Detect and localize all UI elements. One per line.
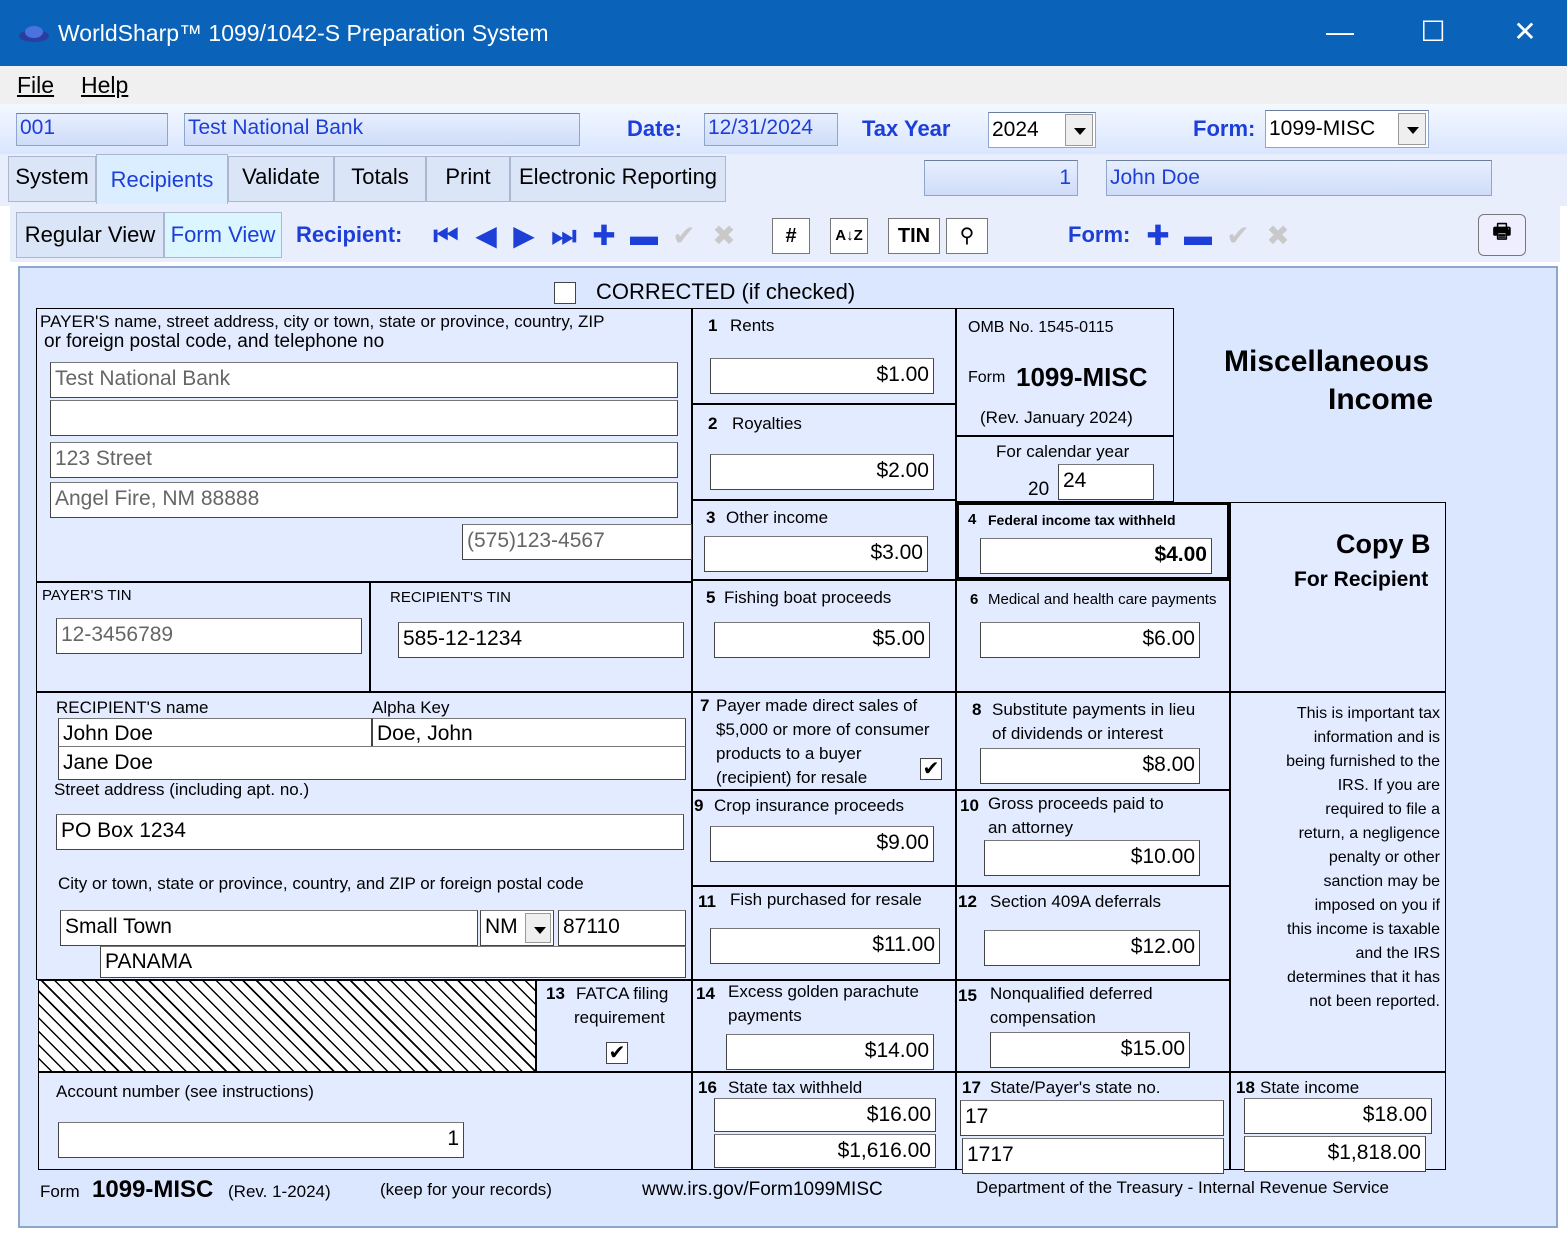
notice-line: this income is taxable bbox=[1287, 921, 1440, 938]
omb-number: OMB No. 1545-0115 bbox=[968, 319, 1114, 336]
tin-button[interactable]: TIN bbox=[888, 218, 940, 254]
city-input[interactable]: Small Town bbox=[60, 910, 478, 946]
box5-number: 5 bbox=[706, 588, 716, 607]
hatched-area bbox=[38, 980, 536, 1072]
box11-number: 11 bbox=[698, 892, 716, 911]
country-input[interactable]: PANAMA bbox=[100, 946, 686, 978]
date-label: Date: bbox=[627, 116, 683, 141]
account-label: Account number (see instructions) bbox=[56, 1082, 314, 1101]
date-field[interactable]: 12/31/2024 bbox=[704, 113, 838, 146]
minimize-button[interactable]: — bbox=[1326, 16, 1354, 47]
account-input[interactable]: 1 bbox=[58, 1122, 464, 1158]
box15-label: Nonqualified deferred bbox=[990, 984, 1153, 1003]
tab-totals[interactable]: Totals bbox=[334, 156, 426, 202]
box2-label: Royalties bbox=[732, 414, 802, 433]
box2-royalties-input[interactable]: $2.00 bbox=[710, 454, 934, 490]
box12-number: 12 bbox=[958, 892, 977, 911]
box16-label: State tax withheld bbox=[728, 1078, 863, 1097]
box18-number: 18 bbox=[1236, 1078, 1255, 1097]
payer-city-input[interactable]: Angel Fire, NM 88888 bbox=[50, 482, 678, 518]
fatca-checkbox[interactable]: ✔ bbox=[606, 1042, 628, 1064]
calendar-year-input[interactable]: 24 bbox=[1058, 464, 1154, 500]
hash-icon[interactable]: # bbox=[772, 218, 810, 254]
box15-label-2: compensation bbox=[990, 1008, 1096, 1027]
delete-form-icon[interactable]: ▬ bbox=[1184, 220, 1212, 251]
chevron-down-icon[interactable] bbox=[1398, 113, 1426, 145]
notice-line: This is important tax bbox=[1296, 705, 1440, 722]
form-nav-label: Form: bbox=[1068, 222, 1131, 247]
footer-url: www.irs.gov/Form1099MISC bbox=[642, 1179, 883, 1200]
box10-label-2: an attorney bbox=[988, 818, 1074, 837]
main-tabs bbox=[0, 154, 1567, 206]
form-label: Form: bbox=[1193, 116, 1256, 141]
notice-line: and the IRS bbox=[1355, 945, 1440, 962]
notice-line: imposed on you if bbox=[1314, 897, 1440, 914]
recipient-tin-input[interactable]: 585-12-1234 bbox=[398, 622, 684, 658]
box7-number: 7 bbox=[700, 696, 710, 715]
add-form-icon[interactable]: ✚ bbox=[1146, 220, 1170, 251]
box12-label: Section 409A deferrals bbox=[990, 892, 1162, 911]
save-form-icon[interactable]: ✔ bbox=[1226, 220, 1250, 251]
notice-line: IRS. If you are bbox=[1337, 777, 1440, 794]
box7-label-2: $5,000 or more of consumer bbox=[716, 720, 930, 739]
last-record-icon[interactable]: ⏭ bbox=[551, 220, 577, 251]
next-record-icon[interactable]: ▶ bbox=[513, 220, 535, 251]
notice-line: return, a negligence bbox=[1298, 825, 1440, 842]
box18-state-income-input-2[interactable]: $1,818.00 bbox=[1244, 1136, 1426, 1172]
box7-label: Payer made direct sales of bbox=[716, 696, 918, 715]
box14-label-2: payments bbox=[728, 1006, 802, 1025]
box17-state-no-input-2[interactable]: 1717 bbox=[962, 1138, 1224, 1174]
prev-record-icon[interactable]: ◀ bbox=[475, 220, 497, 251]
notice-line: required to file a bbox=[1325, 801, 1440, 818]
box6-medical-input[interactable]: $6.00 bbox=[980, 622, 1200, 658]
box1-label: Rents bbox=[730, 316, 775, 335]
tab-recipients[interactable]: Recipients bbox=[96, 154, 228, 204]
box15-nonqualified-input[interactable]: $15.00 bbox=[990, 1032, 1190, 1068]
first-record-icon[interactable]: ⏮ bbox=[433, 220, 459, 251]
sort-icon[interactable]: A↓Z bbox=[830, 218, 868, 254]
tab-electronic-reporting[interactable]: Electronic Reporting bbox=[510, 156, 726, 202]
notice-line: not been reported. bbox=[1309, 993, 1440, 1010]
box4-federal-tax-input[interactable]: $4.00 bbox=[980, 538, 1212, 574]
box16-state-tax-input-2[interactable]: $1,616.00 bbox=[714, 1134, 936, 1168]
save-record-icon[interactable]: ✔ bbox=[672, 220, 696, 251]
footer-form-word: Form bbox=[40, 1182, 80, 1201]
box5-label: Fishing boat proceeds bbox=[724, 588, 892, 607]
notice-line: determines that it has bbox=[1287, 969, 1440, 986]
binoculars-icon[interactable]: ⚲ bbox=[946, 218, 988, 254]
box14-golden-parachute-input[interactable]: $14.00 bbox=[726, 1034, 934, 1070]
calendar-year-prefix: 20 bbox=[1028, 479, 1050, 500]
box16-state-tax-input-1[interactable]: $16.00 bbox=[714, 1098, 936, 1132]
box1-number: 1 bbox=[708, 316, 718, 335]
state-value: NM bbox=[485, 915, 518, 938]
box8-substitute-payments-input[interactable]: $8.00 bbox=[980, 748, 1200, 784]
state-select[interactable] bbox=[480, 910, 554, 946]
delete-record-icon[interactable]: ▬ bbox=[630, 220, 658, 251]
tax-year-label: Tax Year bbox=[862, 116, 951, 141]
close-button[interactable]: ✕ bbox=[1513, 16, 1537, 47]
box1-rents-input[interactable]: $1.00 bbox=[710, 358, 934, 394]
title-bar bbox=[0, 0, 1567, 66]
box8-label: Substitute payments in lieu bbox=[992, 700, 1196, 719]
box2-number: 2 bbox=[708, 414, 718, 433]
form-1099-misc bbox=[18, 266, 1558, 1228]
title-income: Income bbox=[1328, 383, 1434, 416]
title-miscellaneous: Miscellaneous bbox=[1224, 345, 1430, 378]
payer-id-field[interactable]: 001 bbox=[16, 113, 168, 146]
box3-number: 3 bbox=[706, 508, 716, 527]
notice-line: being furnished to the bbox=[1286, 753, 1440, 770]
copy-b-label: Copy B bbox=[1336, 529, 1431, 559]
zip-input[interactable]: 87110 bbox=[558, 910, 686, 946]
footer-keep: (keep for your records) bbox=[380, 1180, 552, 1199]
recipient-tin-label: RECIPIENT'S TIN bbox=[390, 589, 511, 606]
box10-number: 10 bbox=[960, 796, 979, 815]
payer-tin-label: PAYER'S TIN bbox=[42, 587, 132, 604]
street-input[interactable]: PO Box 1234 bbox=[56, 814, 684, 850]
box10-attorney-input[interactable]: $10.00 bbox=[984, 840, 1200, 876]
form-name: 1099-MISC bbox=[1016, 362, 1148, 392]
box5-fishing-boat-input[interactable]: $5.00 bbox=[714, 622, 930, 658]
box17-number: 17 bbox=[962, 1078, 981, 1097]
cancel-record-icon[interactable]: ✖ bbox=[712, 220, 736, 251]
box8-label-2: of dividends or interest bbox=[992, 724, 1164, 743]
box8-number: 8 bbox=[972, 700, 982, 719]
for-recipient-label: For Recipient bbox=[1294, 568, 1429, 591]
street-label: Street address (including apt. no.) bbox=[54, 780, 310, 799]
tab-system[interactable]: System bbox=[8, 156, 96, 202]
maximize-button[interactable]: ☐ bbox=[1420, 16, 1446, 47]
payer-address-line2-input[interactable] bbox=[50, 400, 678, 436]
tax-year-select[interactable] bbox=[988, 112, 1096, 148]
app-logo-icon bbox=[18, 24, 50, 44]
form-word: Form bbox=[968, 369, 1006, 386]
menu-file[interactable]: File bbox=[17, 72, 55, 98]
alpha-key-input[interactable]: Doe, John bbox=[372, 718, 686, 748]
box7-checkbox[interactable]: ✔ bbox=[920, 758, 942, 780]
payer-phone-input[interactable]: (575)123-4567 bbox=[462, 524, 692, 560]
corrected-checkbox[interactable] bbox=[554, 282, 576, 304]
form-value: 1099-MISC bbox=[1269, 117, 1376, 140]
box10-label: Gross proceeds paid to bbox=[988, 794, 1164, 813]
recipient-name-input[interactable]: John Doe bbox=[58, 718, 372, 748]
menu-help[interactable]: Help bbox=[81, 72, 129, 98]
box15-number: 15 bbox=[958, 986, 977, 1005]
record-toolbar bbox=[10, 206, 1560, 262]
footer-revision: (Rev. 1-2024) bbox=[228, 1182, 331, 1201]
box18-state-income-input-1[interactable]: $18.00 bbox=[1244, 1098, 1432, 1134]
box9-label: Crop insurance proceeds bbox=[714, 796, 904, 815]
printer-icon[interactable]: 🖶 bbox=[1478, 214, 1526, 256]
box3-other-income-input[interactable]: $3.00 bbox=[704, 536, 928, 572]
recipient-nav-label: Recipient: bbox=[296, 222, 403, 247]
window-title: WorldSharp™ 1099/1042-S Preparation System bbox=[58, 20, 549, 46]
recipient-name-label: RECIPIENT'S name bbox=[56, 698, 209, 717]
notice-line: sanction may be bbox=[1323, 873, 1440, 890]
payer-name-input[interactable]: Test National Bank bbox=[50, 362, 678, 398]
box12-409a-input[interactable]: $12.00 bbox=[984, 930, 1200, 966]
box9-crop-insurance-input[interactable]: $9.00 bbox=[710, 826, 934, 862]
box4-number: 4 bbox=[968, 511, 977, 528]
box7-label-4: (recipient) for resale bbox=[716, 768, 868, 787]
box17-state-no-input-1[interactable]: 17 bbox=[960, 1100, 1224, 1136]
footer-department: Department of the Treasury - Internal Revenue Service bbox=[976, 1178, 1389, 1197]
calendar-year-label: For calendar year bbox=[996, 442, 1130, 461]
box13-number: 13 bbox=[546, 984, 565, 1003]
corrected-label: CORRECTED (if checked) bbox=[596, 279, 856, 304]
recipient-name2-input[interactable]: Jane Doe bbox=[58, 746, 686, 780]
notice-line: penalty or other bbox=[1328, 849, 1440, 866]
payer-tin-input[interactable]: 12-3456789 bbox=[56, 618, 362, 654]
box3-label: Other income bbox=[726, 508, 829, 527]
payer-label-2: or foreign postal code, and telephone no bbox=[44, 331, 385, 352]
form-view-tab[interactable]: Form View bbox=[164, 212, 282, 258]
box11-fish-purchased-input[interactable]: $11.00 bbox=[710, 928, 940, 964]
box4-label: Federal income tax withheld bbox=[988, 512, 1176, 528]
payer-label: PAYER'S name, street address, city or town, state or province, country, ZIP bbox=[40, 312, 605, 331]
box9-number: 9 bbox=[694, 796, 704, 815]
form-select[interactable] bbox=[1265, 110, 1429, 148]
add-record-icon[interactable]: ✚ bbox=[592, 220, 616, 251]
box18-label: State income bbox=[1260, 1078, 1360, 1097]
payer-street-input[interactable]: 123 Street bbox=[50, 442, 678, 478]
header-bar bbox=[0, 104, 1567, 154]
notice-line: information and is bbox=[1313, 729, 1440, 746]
notice-text bbox=[1232, 702, 1440, 1014]
recipient-name-field[interactable]: John Doe bbox=[1106, 160, 1492, 196]
alpha-key-label: Alpha Key bbox=[372, 698, 450, 717]
tax-year-value: 2024 bbox=[992, 118, 1039, 141]
recipient-number-field[interactable]: 1 bbox=[924, 160, 1078, 196]
cancel-form-icon[interactable]: ✖ bbox=[1266, 220, 1290, 251]
box7-label-3: products to a buyer bbox=[716, 744, 862, 763]
box14-number: 14 bbox=[696, 984, 715, 1003]
menu-bar bbox=[0, 66, 1567, 104]
box16-number: 16 bbox=[698, 1078, 717, 1097]
payer-name-field[interactable]: Test National Bank bbox=[184, 113, 580, 146]
chevron-down-icon[interactable] bbox=[1065, 114, 1093, 146]
fatca-label: FATCA filing bbox=[576, 984, 669, 1003]
box6-number: 6 bbox=[970, 591, 979, 608]
box6-label: Medical and health care payments bbox=[988, 591, 1217, 608]
box14-label: Excess golden parachute bbox=[728, 982, 919, 1001]
form-revision: (Rev. January 2024) bbox=[980, 408, 1133, 427]
fatca-label-2: requirement bbox=[574, 1008, 665, 1027]
footer-form-name: 1099-MISC bbox=[92, 1176, 214, 1203]
box17-label: State/Payer's state no. bbox=[990, 1078, 1161, 1097]
regular-view-tab[interactable]: Regular View bbox=[16, 212, 164, 258]
tab-validate[interactable]: Validate bbox=[228, 156, 334, 202]
city-label: City or town, state or province, country, and ZIP or foreign postal code bbox=[58, 874, 584, 893]
chevron-down-icon[interactable] bbox=[525, 913, 551, 943]
tab-print[interactable]: Print bbox=[426, 156, 510, 202]
box11-label: Fish purchased for resale bbox=[730, 890, 922, 909]
